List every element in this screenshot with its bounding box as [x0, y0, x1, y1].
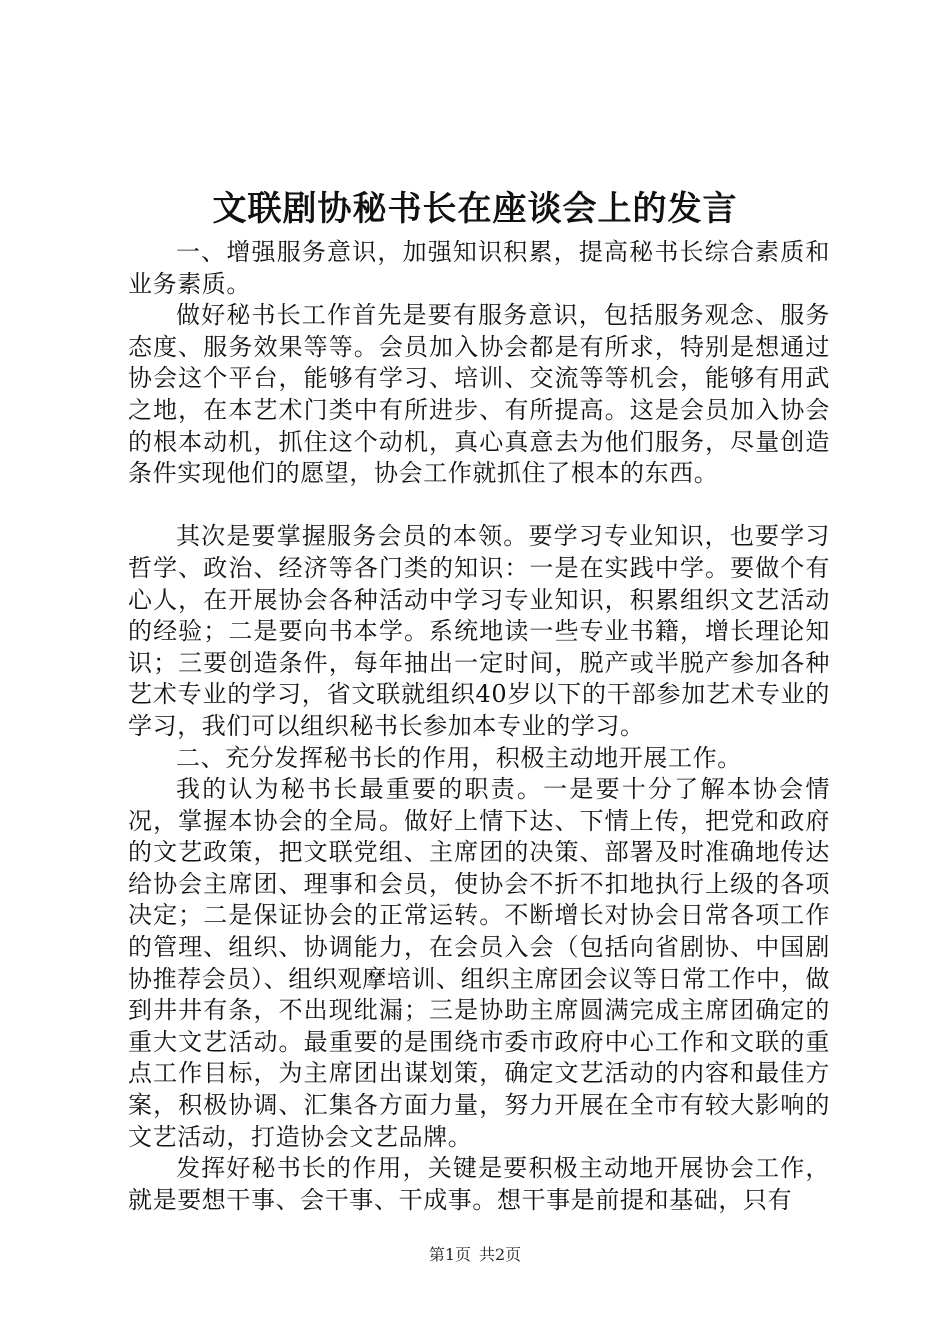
- paragraph-heading-2: 二、充分发挥秘书长的作用，积极主动地开展工作。: [176, 743, 742, 772]
- document-title: 文联剧协秘书长在座谈会上的发言: [212, 189, 738, 229]
- page-footer: [0, 1244, 950, 1266]
- paragraph: 做好秘书长工作首先是要有服务意识，包括服务观念、服务态度、服务效果等等。会员加入协会都是有所求，特别是想通过协会这个平台，能够有学习、培训、交流等等机会，能够有用武之地，在本艺术门类中有所进步、有所提高。这是会员加入协会的根本动机，抓住这个动机，真心真意去为他们服务，尽量创造条件实现他们的愿望，协会工作就抓住了根本的东西。: [128, 301, 830, 488]
- page-total: 共2页: [479, 1245, 522, 1264]
- paragraph-heading-1: 一、增强服务意识，加强知识积累，提高秘书长综合素质和业务素质。: [128, 238, 830, 298]
- document-body: [128, 237, 830, 1216]
- paragraph: 我的认为秘书长最重要的职责。一是要十分了解本协会情况，掌握本协会的全局。做好上情下达、下情上传，把党和政府的文艺政策，把文联党组、主席团的决策、部署及时准确地传达给协会主席团、理事和会员，使协会不折不扣地执行上级的各项决定；二是保证协会的正常运转。不断增长对协会日常各项工作的管理、组织、协调能力，在会员入会（包括向省剧协、中国剧协推荐会员）、组织观摩培训、组织主席团会议等日常工作中，做到井井有条，不出现纰漏；三是协助主席圆满完成主席团确定的重大文艺活动。最重要的是围绕市委市政府中心工作和文联的重点工作目标，为主席团出谋划策，确定文艺活动的内容和最佳方案，积极协调、汇集各方面力量，努力开展在全市有较大影响的文艺活动，打造协会文艺品牌。: [128, 775, 830, 1151]
- paragraph: 发挥好秘书长的作用，关键是要积极主动地开展协会工作，就是要想干事、会干事、干成事。想干事是前提和基础，只有: [128, 1154, 830, 1214]
- paragraph: 其次是要掌握服务会员的本领。要学习专业知识，也要学习哲学、政治、经济等各门类的知识：一是在实践中学。要做个有心人，在开展协会各种活动中学习专业知识，积累组织文艺活动的经验；二是要向书本学。系统地读一些专业书籍，增长理论知识；三要创造条件，每年抽出一定时间，脱产或半脱产参加各种艺术专业的学习，省文联就组织40岁以下的干部参加艺术专业的学习，我们可以组织秘书长参加本专业的学习。: [128, 522, 830, 740]
- page-number: 第1页: [428, 1245, 471, 1264]
